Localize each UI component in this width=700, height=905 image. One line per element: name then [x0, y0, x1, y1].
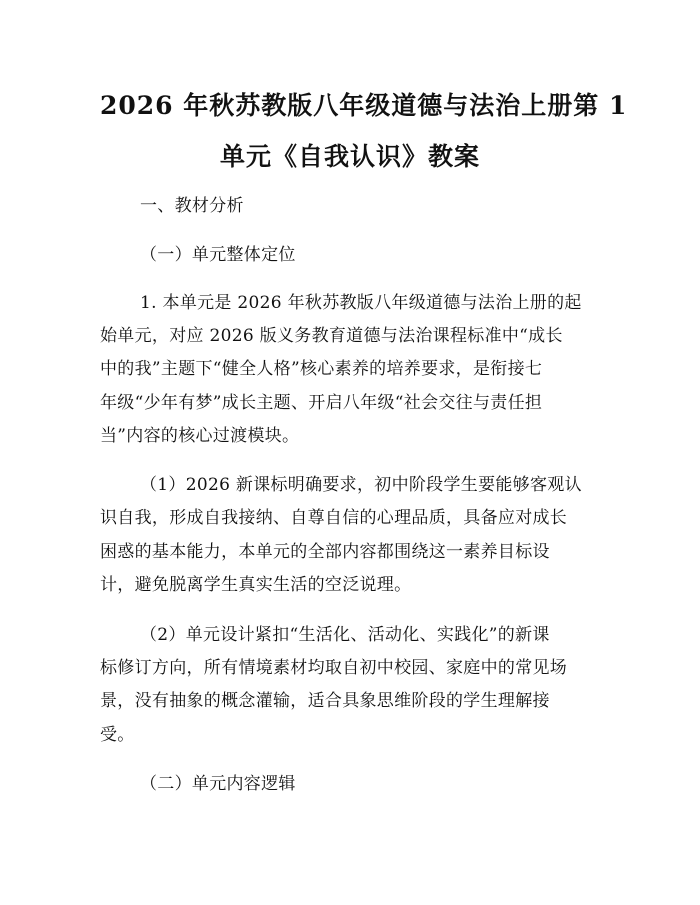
paragraph-2-line-1: （1）2026 新课标明确要求，初中阶段学生要能够客观认: [140, 475, 582, 495]
paragraph-1-line-3: 中的我”主题下“健全人格”核心素养的培养要求，是衔接七: [100, 359, 543, 379]
paragraph-2-line-2: 识自我，形成自我接纳、自尊自信的心理品质，具备应对成长: [100, 508, 568, 528]
paragraph-1-line-1: 1. 本单元是 2026 年秋苏教版八年级道德与法治上册的起: [140, 293, 582, 313]
paragraph-3-line-3: 景，没有抽象的概念灌输，适合具象思维阶段的学生理解接: [100, 691, 550, 711]
document-title-line-2: 单元《自我认识》教案: [219, 142, 480, 171]
paragraph-1-line-2: 始单元，对应 2026 版义务教育道德与法治课程标准中“成长: [100, 326, 563, 346]
subsection-heading-unit-content-logic: （二）单元内容逻辑: [140, 774, 296, 794]
paragraph-1-line-4: 年级“少年有梦”成长主题、开启八年级“社会交往与责任担: [100, 393, 543, 413]
section-heading-teaching-material-analysis: 一、教材分析: [140, 196, 244, 216]
paragraph-2-line-4: 计，避免脱离学生真实生活的空泛说理。: [100, 575, 412, 595]
paragraph-3-line-1: （2）单元设计紧扣“生活化、活动化、实践化”的新课: [140, 625, 550, 645]
subsection-heading-unit-positioning: （一）单元整体定位: [140, 245, 296, 265]
paragraph-3-line-4: 受。: [100, 725, 135, 745]
paragraph-2-line-3: 困惑的基本能力，本单元的全部内容都围绕这一素养目标设: [100, 542, 550, 562]
document-title-line-1: 2026 年秋苏教版八年级道德与法治上册第 1: [100, 91, 628, 120]
paragraph-1-line-5: 当”内容的核心过渡模块。: [100, 426, 300, 446]
paragraph-3-line-2: 标修订方向，所有情境素材均取自初中校园、家庭中的常见场: [100, 658, 568, 678]
